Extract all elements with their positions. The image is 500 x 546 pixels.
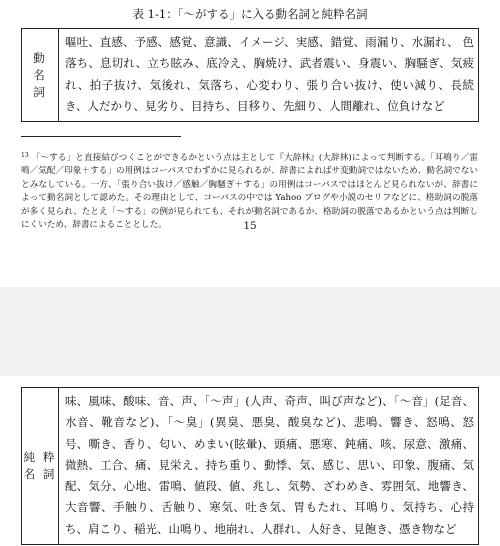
footnote-number: 13	[21, 152, 29, 159]
verbal-nouns-header	[22, 29, 59, 122]
page-gap	[0, 287, 500, 376]
pure-nouns-list: 味、風味、酸味、音、声、「～声」(人声、奇声、叫び声など)、「～音」(足音、水音、靴音など)、「～臭」(異臭、悪臭、酸臭など)、悲鳴、響き、怒鳴、怒号、嘶き、香り、匂い、めまい(眩暈)、頭痛、悪寒、鈍痛、咳、尿意、激痛、微熱、工合、痛、見栄え、持ち重り、動悸、気、感じ、思い、印象、腹痛、気配、気分、心地、雷鳴、値段、値、兆し、気勢、ざわめき、雰囲気、地響き、大音響、手触り、舌触り、寒気、吐き気、胃もたれ、耳鳴り、気持ち、心持ち、肩こり、稲光、山鳴り、地崩れ、人群れ、人好き、見飽き、憑き物など	[59, 388, 479, 545]
pure-nouns-table	[21, 387, 479, 545]
header-line: 名 詞	[23, 467, 57, 482]
table-row	[22, 388, 479, 545]
header-char: 動	[33, 50, 47, 65]
table-caption: 表 1-1：「～がする」に入る動名詞と純粋名詞	[132, 7, 368, 21]
verbal-nouns-table	[21, 28, 479, 122]
header-line: 純 粋	[23, 450, 57, 465]
header-char: 詞	[33, 84, 47, 99]
document-page-lower	[0, 376, 500, 546]
table-row	[22, 29, 479, 122]
footnote-text: 「～する」と直接結びつくことができるかという点は主として『大辞林』(大辞林)によって判断する。「耳鳴り／雷鳴／気配／印象＋する」の用例はコーパスでわずかに見られるが、辞書によればサ変動詞ではないため、動名詞でないとみなしている。一方、「張り合い抜け／感触／胸騒ぎ＋する」の用例はコーパスではほとんど見られないが、辞書によって動名詞として認めた。その理由として、コーパスの中では Yahoo ブログや小説のセリフなどに、格助詞の脱落が多く見られ、たとえ「～する」の例が見られても、それが動名詞であるか、格助詞の脱落であるかという点は判断しにくいため、辞書によることとした。	[21, 153, 478, 231]
pure-nouns-header	[22, 388, 59, 545]
header-char: 名	[33, 67, 47, 82]
page-number: 15	[243, 220, 257, 232]
verbal-nouns-list: 嘔吐、直感、予感、感覚、意識、イメージ、実感、錯覚、雨漏り、水漏れ、 色落ち、息切れ、立ち眩み、底冷え、胸焼け、武者震い、身震い、胸騒ぎ、気疲れ、拍子抜け、気後れ、気落ち、心変わり、張り合い抜け、使い減り、長続き、人だかり、見劣り、目持ち、目移り、先細り、人間離れ、位負けなど	[59, 29, 479, 122]
footnote-divider	[21, 136, 181, 137]
